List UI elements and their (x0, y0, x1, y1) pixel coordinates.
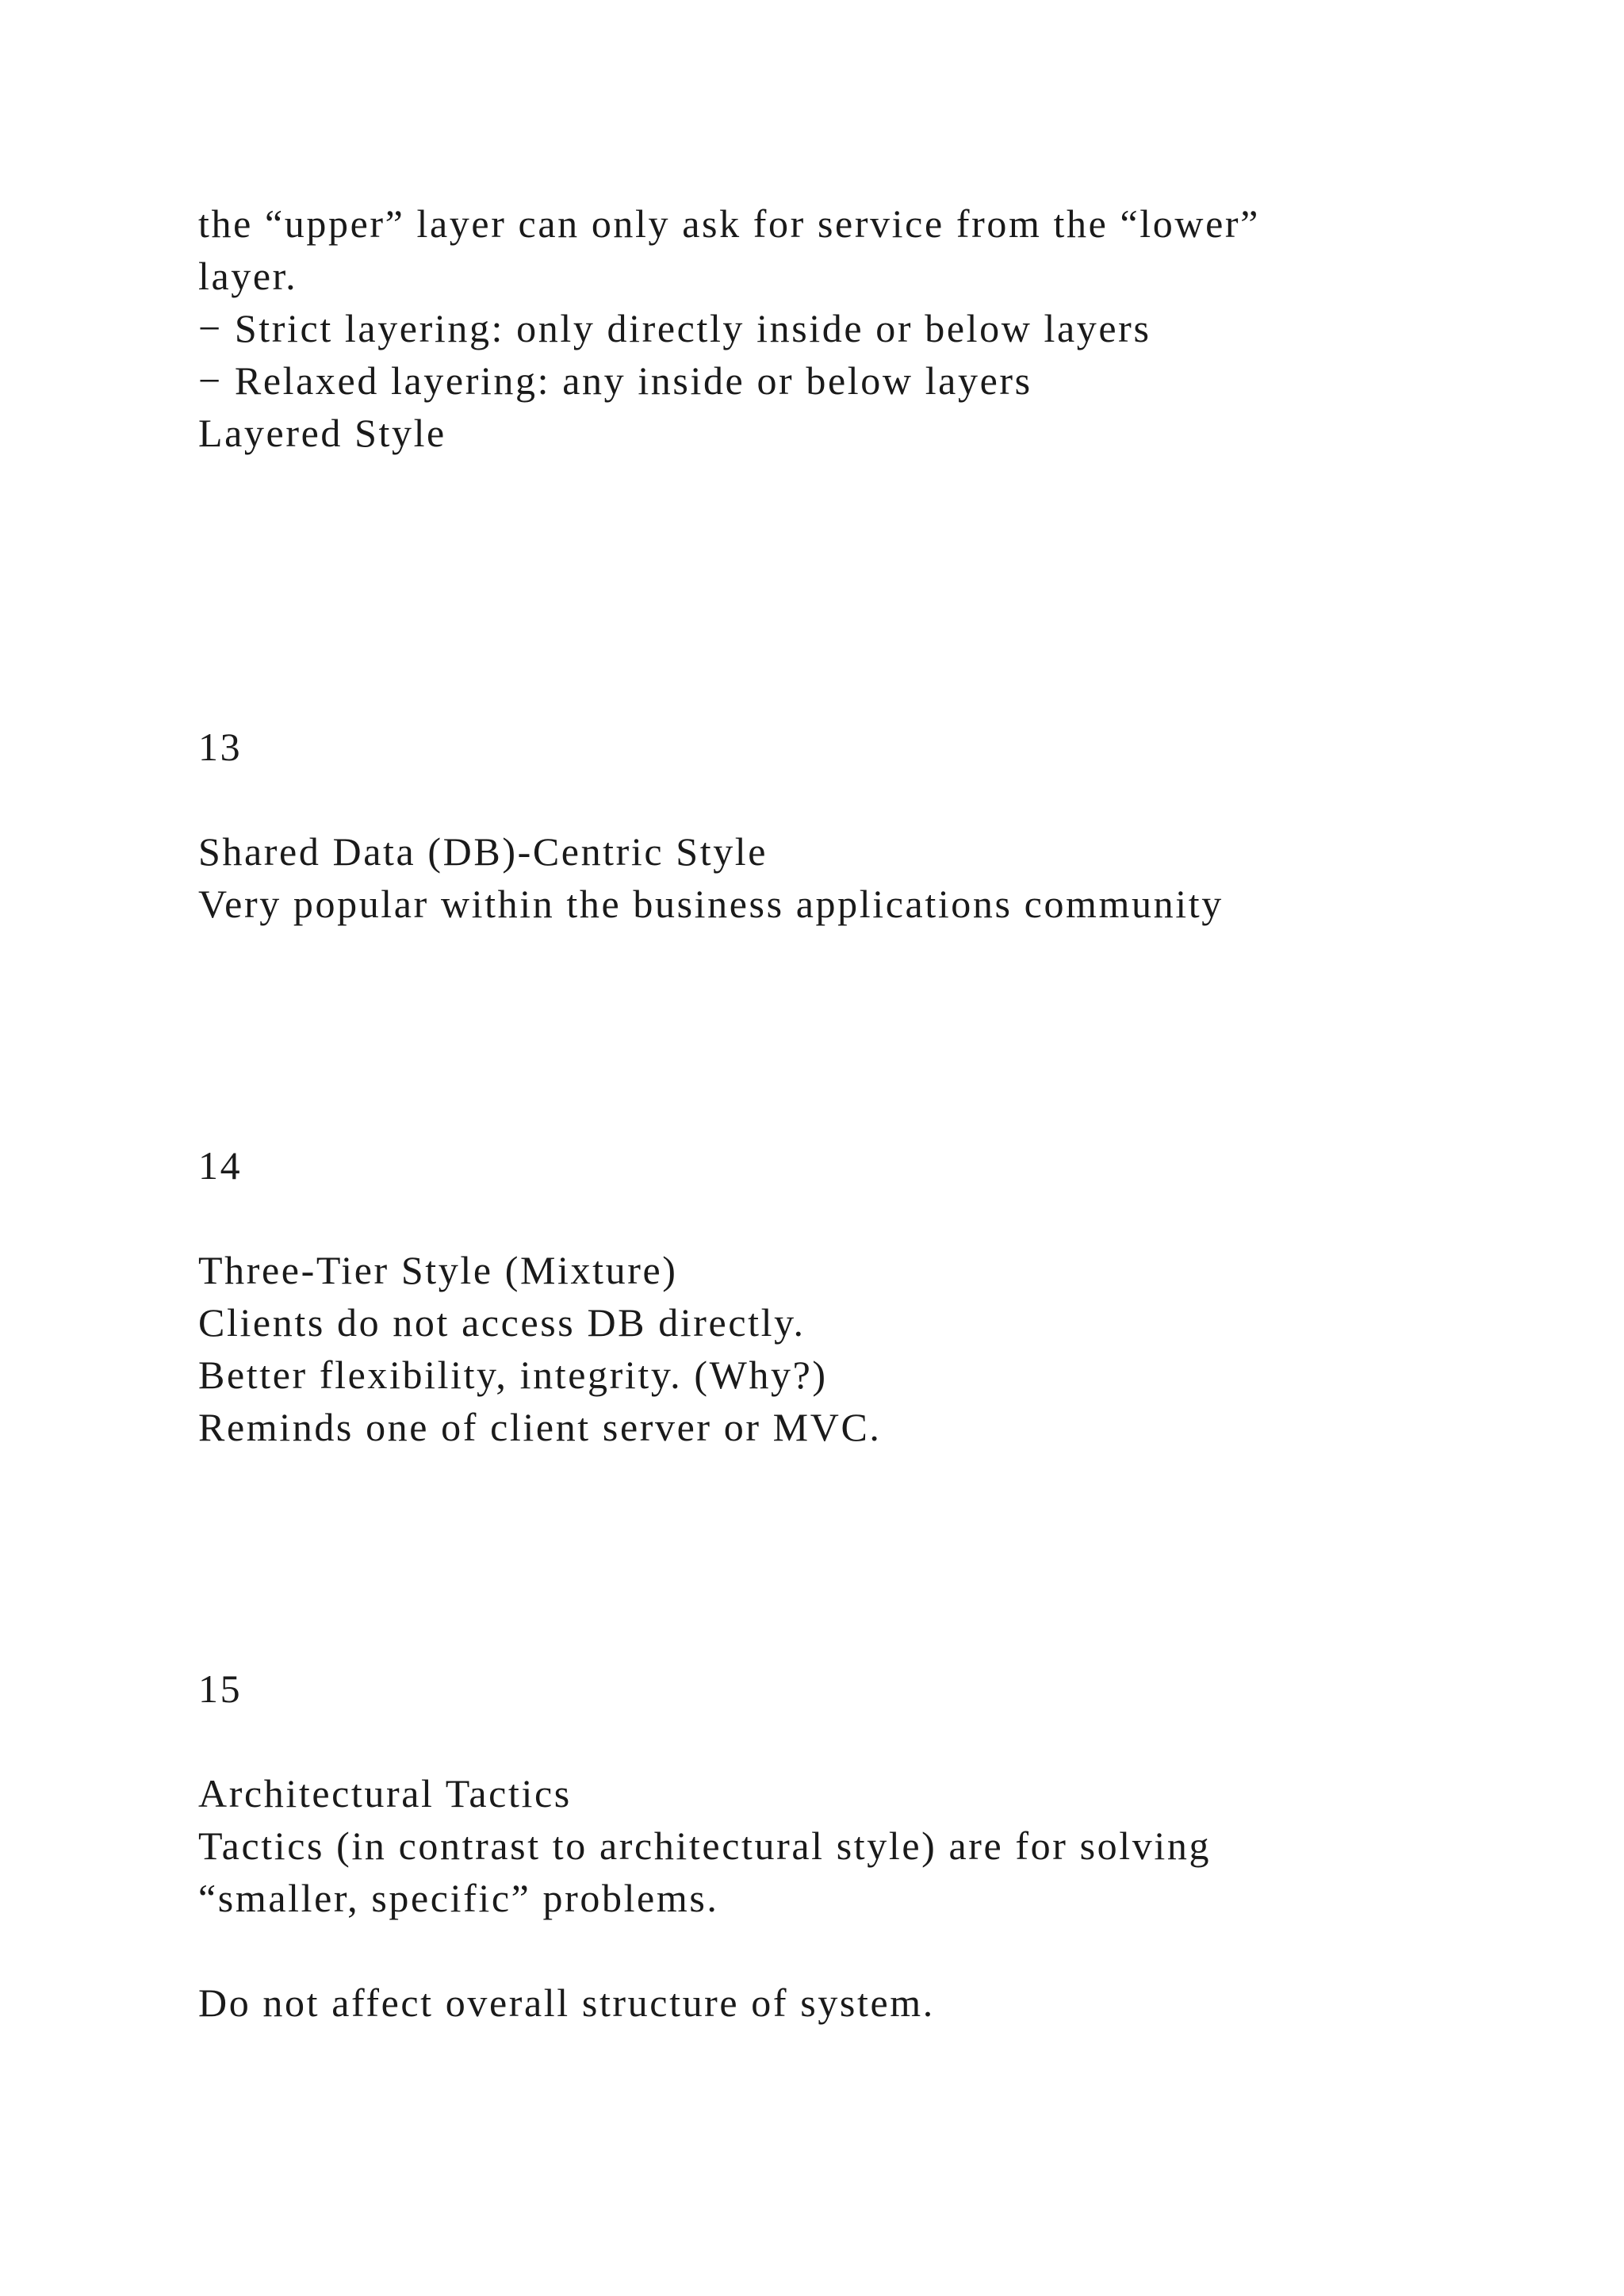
text-line: Very popular within the business applications community (198, 882, 1224, 926)
page-number-15: 15 (198, 1667, 243, 1711)
text-line: Tactics (in contrast to architectural style) are for solving (198, 1823, 1212, 1868)
page-number-14: 14 (198, 1143, 243, 1188)
text-line: Better flexibility, integrity. (Why?) (198, 1353, 828, 1397)
text-line: Do not affect overall structure of system. (198, 1980, 935, 2025)
slide-title-shared-data: Shared Data (DB)-Centric Style (198, 829, 768, 874)
text-line: layer. (198, 254, 298, 298)
slide-title-architectural-tactics: Architectural Tactics (198, 1771, 572, 1816)
text-line: Reminds one of client server or MVC. (198, 1405, 882, 1449)
text-line: the “upper” layer can only ask for service from the “lower” (198, 201, 1260, 246)
slide-title-three-tier: Three-Tier Style (Mixture) (198, 1248, 678, 1292)
bullet-relaxed-layering: − Relaxed layering: any inside or below layers (198, 358, 1032, 403)
bullet-strict-layering: − Strict layering: only directly inside or below layers (198, 306, 1151, 350)
text-line: Clients do not access DB directly. (198, 1300, 806, 1345)
page-number-13: 13 (198, 725, 243, 769)
slide-title-layered-style: Layered Style (198, 411, 446, 455)
text-line: “smaller, specific” problems. (198, 1876, 719, 1920)
